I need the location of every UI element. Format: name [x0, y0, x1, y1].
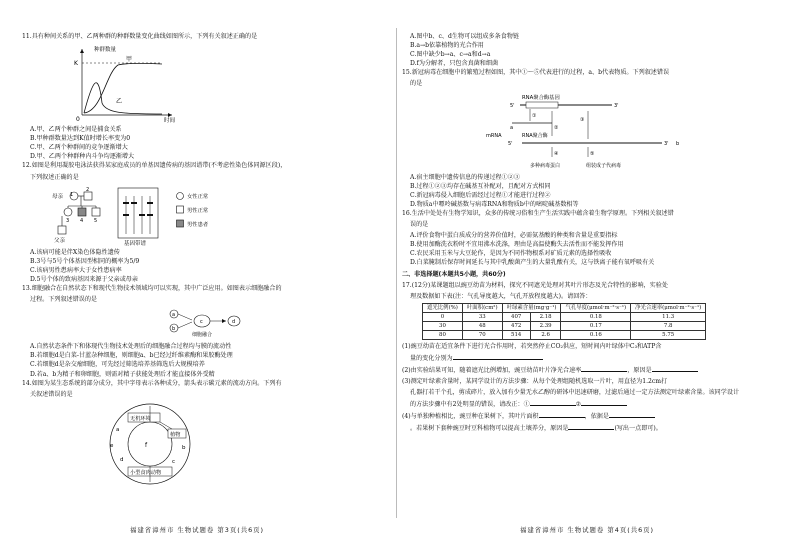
x-axis-label: 时间: [164, 118, 176, 124]
label-f: f: [145, 441, 148, 449]
q15-stem: 15.新冠病毒在细胞中的繁殖过程如图，其中①～⑤代表进行的过程，a、b代表物质。下列叙述错误: [402, 69, 670, 77]
answer-blank[interactable]: [539, 411, 585, 418]
pedigree-diagram: [22, 184, 312, 246]
answer-blank[interactable]: [609, 411, 655, 418]
legend-male-patient: 男性患者: [187, 221, 209, 228]
q17-sub3: (3)测定叶绿素含量时，某同学设计的方法步骤：从每个处理组随机选取一片叶，用直径为1.2cm打: [402, 378, 668, 386]
table-cell: 5.75: [631, 330, 706, 339]
fusion-label: 细胞融合: [192, 332, 213, 339]
q15-option-a: A.宿主细胞中遗传信息的传递过程①②③: [410, 173, 520, 181]
q15-option-d: D.物质a中嘌呤碱基数与病毒RNA和物质b中的嘧啶碱基数相等: [410, 200, 579, 208]
label-e: e: [110, 442, 114, 449]
num-5: 5: [94, 217, 98, 224]
q11-stem: 11.具有种间关系的甲、乙两种群的种群数量变化曲线如图所示，下列有关叙述正确的是: [22, 33, 258, 40]
table-cell: 33: [462, 312, 502, 321]
table-header-cell: 叶绿素含量(mg·g⁻¹): [502, 303, 561, 312]
mark-5-prime-2: 5': [508, 140, 513, 147]
table-header-cell: 遮光比例(%): [423, 303, 463, 312]
cell-c: c: [200, 319, 203, 326]
q12-figure: [22, 184, 394, 246]
q11-option-b: B.甲种群数量达到K值时增长率变为0: [30, 135, 131, 143]
q17-sub4d-text: (写出一点即可)。: [614, 425, 662, 433]
protein-label: 多种病毒蛋白: [530, 162, 561, 169]
q17-sub3c: [402, 399, 774, 409]
q11-option-a: A.甲、乙两个种群之间是捕食关系: [30, 126, 122, 134]
q17-sub3d-text: ②: [575, 401, 582, 409]
mother-label: 母亲: [52, 193, 64, 200]
q16-stem-2: 误的是: [410, 221, 429, 229]
box-plant: 植物: [170, 431, 181, 438]
mark-a: a: [510, 124, 514, 131]
q14-figure: [22, 401, 394, 487]
curve-jia-label: 甲: [126, 56, 133, 64]
q17-sub4: [402, 411, 774, 421]
table-cell: 0: [423, 312, 463, 321]
table-cell: 30: [423, 321, 463, 330]
q17-sub1b: [402, 353, 774, 363]
label-b: b: [182, 444, 186, 451]
q16-option-a: A.评价食物中蛋白质成分的营养价值时，必需氨基酸的种类和含量是重要指标: [410, 232, 618, 240]
cell-fusion-diagram: [22, 306, 282, 340]
right-column: [402, 32, 774, 436]
q13-option-c: C.若细胞d是杂交瘤细胞，可先经过筛选培养基筛选后大规模培养: [30, 361, 205, 369]
q14-stem: 14.如图为某生态系统的部分成分，其中字母表示各种成分，箭头表示碳元素的流动方向。下列有: [22, 379, 282, 387]
q17-sub4c: [402, 423, 774, 433]
section-2-title: 二、非选择题(本题共5小题，共60分): [402, 270, 506, 278]
q17-sub2b-text: ，原因是: [627, 366, 652, 374]
mrna-label: mRNA: [486, 132, 502, 139]
mark-b: b: [676, 140, 680, 147]
q12-option-c: C.该病男性患病率大于女性患病率: [30, 266, 122, 274]
num-3: 3: [66, 217, 70, 224]
table-cell: 48: [462, 321, 502, 330]
mark-5-prime-1: 5': [510, 102, 515, 109]
label-c: c: [172, 458, 176, 465]
answer-blank[interactable]: [530, 399, 576, 406]
q17-sub1b-text: 量的变化分别为: [410, 354, 453, 362]
q11-figure: [22, 43, 394, 123]
curve-yi: [84, 83, 162, 114]
gene-label: RNA聚合酶基因: [522, 94, 560, 101]
q14-option-d: D.f为分解者，只包含真菌和细菌: [410, 60, 499, 68]
table-cell: 0.18: [561, 312, 631, 321]
q15-stem-2: 的是: [410, 80, 423, 88]
cell-d: d: [232, 319, 236, 326]
legend-male-normal: 男性正常: [187, 207, 209, 214]
q13-option-d: D.若a、b为精子和卵细胞，则需对精子获能处理后才能直接体外受精: [30, 370, 215, 378]
table-cell: 2.18: [530, 312, 561, 321]
enzyme-label: RNA聚合酶: [522, 132, 548, 139]
k-label: K: [74, 60, 78, 68]
q11-option-c: C.甲、乙两个种群间的竞争逐渐增大: [30, 144, 128, 152]
q11-option-d: D.甲、乙两个种群种内斗争均逐渐增大: [30, 153, 135, 161]
answer-blank[interactable]: [581, 399, 627, 406]
label-a: a: [116, 426, 120, 433]
answer-blank[interactable]: [568, 423, 614, 430]
q16-option-c: C.农民采用玉米与大豆轮作，是因为不同作物根系对矿质元素的选择性吸收: [410, 250, 612, 258]
band-label: 基因带谱: [124, 240, 147, 246]
mark-3-prime-1: 3': [614, 102, 619, 109]
curve-yi-label: 乙: [116, 98, 123, 106]
origin-label: 0: [76, 116, 80, 124]
q17-sub4-text: (4)与单独种植相比，豌豆种在果树下，其叶片面积: [402, 413, 539, 421]
q17-data-table: [422, 303, 706, 340]
box-carnivore: 小型食肉动物: [130, 469, 162, 476]
q17-sub3b: 孔器打若干个孔，剪成碎片，放入加有少量无水乙醇的研钵中迅速研磨，过滤后通过一定方法测定叶绿素含量。该同学设计: [410, 389, 740, 397]
q17-stem-2: 理及数据如下表(注：气孔导度越大，气孔开放程度越大)。请回答：: [410, 292, 592, 300]
q15-option-b: B.过程①②③均存在碱基互补配对，且配对方式相同: [410, 182, 551, 190]
q12-option-d: D.5号个体的致病基因来源于父亲或母亲: [30, 275, 138, 283]
table-cell: 514: [502, 330, 530, 339]
table-cell: 0.16: [561, 330, 631, 339]
virus-replication-diagram: [402, 91, 702, 171]
cell-a: a: [172, 312, 176, 319]
num-2: 2: [86, 186, 90, 193]
footer-left: 福建省漳州市 生物试题卷 第3页(共6页): [130, 526, 265, 534]
box-inorganic: 无机环境: [130, 415, 151, 422]
q12-stem: 12.如图是利用凝胶电泳法获得某家庭成员的单基因遗传病的基因谱带(不考虑性染色体同源区段)，: [22, 162, 287, 170]
q14-option-a: A.图中b、c、d生物可以组成多条食物链: [410, 33, 519, 40]
answer-blank[interactable]: [453, 353, 543, 360]
table-cell: 472: [502, 321, 530, 330]
left-column: [22, 32, 394, 489]
answer-blank[interactable]: [652, 365, 698, 372]
q17-sub4c-text: 。若果树下套种豌豆时豆科植物可以提高土壤养分，原因是: [410, 425, 569, 433]
table-row: [423, 321, 706, 330]
table-header-row: [423, 303, 706, 312]
population-curve-chart: [22, 43, 182, 123]
q16-option-b: B.使用加酶洗衣粉时不宜用沸水洗涤，理由是高温使酶失去活性而不能发挥作用: [410, 241, 624, 249]
table-row: [423, 312, 706, 321]
step-1: ①: [532, 112, 537, 119]
table-header-cell: 气孔导度(μmol·m⁻²·s⁻¹): [561, 303, 631, 312]
table-cell: 11.3: [631, 312, 706, 321]
q13-stem: 13.细胞融合在自然状态下和现代生物技术领域均可以实现，其中广泛应用。如图表示细胞融合的: [22, 285, 282, 293]
step-3: ③: [580, 116, 585, 123]
q12-option-b: B.3号与5号个体基因型相同的概率为5/9: [30, 257, 140, 265]
curve-jia: [84, 63, 162, 113]
step-5: ⑤: [590, 150, 595, 157]
q17-sub1: [402, 342, 774, 351]
carbon-cycle-diagram: [22, 401, 282, 487]
q14-option-c: C.图中缺少b→a、c→a和d→a: [410, 51, 491, 59]
table-header-cell: 叶面积(cm²): [462, 303, 502, 312]
q17-sub3c-text: 的方法步骤中有2处明显的错误，请改正：①: [410, 401, 530, 409]
step-2: ②: [554, 124, 559, 131]
table-cell: 7.8: [631, 321, 706, 330]
table-cell: 2.6: [530, 330, 561, 339]
virus-label: 组装成子代病毒: [586, 162, 622, 169]
gel-band-box: [118, 188, 158, 238]
table-header-cell: 净光合速率(μmol·m⁻²·s⁻¹): [631, 303, 706, 312]
table-cell: 80: [423, 330, 463, 339]
q17-sub2-text: (2)由实验结果可知，随着遮光比例增加，豌豆幼苗叶片净光合速率: [402, 366, 582, 374]
q12-option-a: A.该病可能是伴X染色体隐性遗传: [30, 248, 120, 256]
q15-option-c: C.新冠病毒侵入细胞后需经过过程①才能进行过程②: [410, 191, 551, 199]
table-cell: 2.39: [530, 321, 561, 330]
q13-option-b: B.若细胞d是白菜-甘蓝杂种细胞，则细胞a、b已经过纤维素酶和果胶酶处理: [30, 352, 233, 360]
q16-option-d: D.白菜腌制后保存时间延长与其中乳酸菌产生的大量乳酸有关，这与铁离子能有氧呼吸有关: [410, 259, 655, 267]
cell-b: b: [172, 326, 176, 333]
q12-stem-2: 下列叙述正确的是: [30, 173, 79, 181]
table-cell: 0.17: [561, 321, 631, 330]
footer-right: 福建省漳州市 生物试题卷 第4页(共6页): [520, 526, 655, 534]
label-d: d: [120, 456, 124, 463]
legend-female-normal: 女性正常: [187, 193, 209, 200]
table-row: [423, 330, 706, 339]
q16-stem: 16.生活中处处有生物学知识，众多的传统习俗和生产生活实践中蕴含着生物学原理。下列相关叙述错: [402, 209, 674, 217]
q15-figure: [402, 91, 774, 171]
answer-blank[interactable]: [581, 365, 627, 372]
num-4: 4: [80, 217, 84, 224]
column-divider: [396, 28, 397, 518]
q13-stem-2: 过程。下列叙述错误的是: [30, 296, 98, 304]
q13-option-a: A.自然状态条件下和体现代生物技术处理后的细胞融合过程均与膜的流动性: [30, 343, 232, 351]
q17-stem: 17.(12分)某课题组以豌豆幼苗为材料，探究不同遮光处理对其叶片形态及光合特性的影响，实验处: [402, 281, 668, 289]
y-axis-label: 种群数量: [94, 47, 117, 54]
step-4: ④: [554, 150, 559, 157]
mark-3-prime-2: 3': [664, 140, 669, 147]
num-1: 1: [70, 191, 74, 198]
q17-sub2: [402, 365, 774, 375]
q13-figure: [22, 306, 394, 340]
q17-sub4b-text: ，依据是: [584, 413, 609, 421]
father-label: 父亲: [54, 237, 66, 244]
q14-option-b: B.a→b依靠植物的光合作用: [410, 42, 484, 50]
q14-stem-2: 关叙述错误的是: [30, 390, 73, 398]
table-cell: 70: [462, 330, 502, 339]
table-cell: 407: [502, 312, 530, 321]
q17-sub1-text: (1)豌豆幼苗在适宜条件下进行光合作用时，若突然停止CO₂供应，短时间内叶绿体中C₃和ATP含: [402, 342, 662, 350]
